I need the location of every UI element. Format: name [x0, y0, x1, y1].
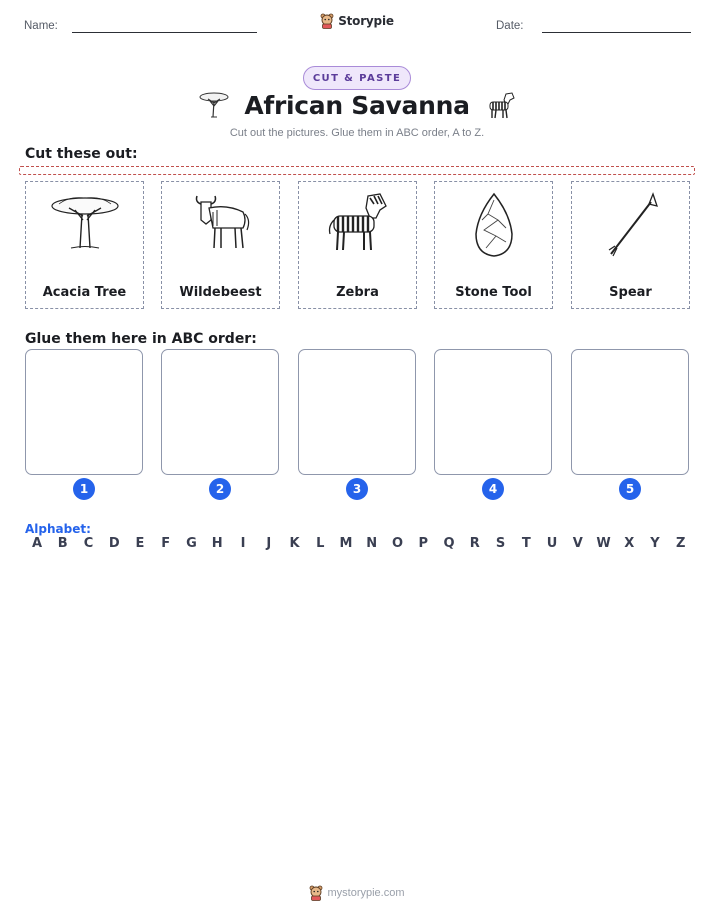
- zebra-icon: [484, 90, 516, 120]
- footer-url[interactable]: mystorypie.com: [327, 887, 405, 899]
- date-line[interactable]: [542, 32, 691, 33]
- alphabet-heading: Alphabet:: [25, 522, 91, 536]
- card-label: Zebra: [336, 285, 379, 300]
- alphabet-letter: B: [57, 536, 68, 551]
- glue-box-5[interactable]: [571, 349, 689, 475]
- glue-section-heading: Glue them here in ABC order:: [25, 331, 257, 347]
- alphabet-letter: P: [418, 536, 429, 551]
- instructions: Cut out the pictures. Glue them in ABC order, A to Z.: [229, 127, 485, 139]
- alphabet-letter: C: [83, 536, 94, 551]
- alphabet-letter: H: [211, 536, 223, 551]
- card-label: Acacia Tree: [42, 285, 127, 300]
- cutout-card-spear[interactable]: [571, 181, 690, 309]
- number-badge-3: 3: [346, 478, 368, 500]
- glue-box-4[interactable]: [434, 349, 552, 475]
- zebra-icon: [322, 190, 394, 254]
- alphabet-letter: M: [339, 536, 353, 551]
- page-title: African Savanna: [244, 90, 470, 120]
- alphabet-letter: X: [624, 536, 635, 551]
- cut-section-heading: Cut these out:: [25, 146, 138, 162]
- alphabet-letter: I: [240, 536, 246, 551]
- footer: [0, 885, 714, 901]
- alphabet-letter: W: [596, 536, 611, 551]
- alphabet-row: [28, 536, 690, 551]
- number-badge-2: 2: [209, 478, 231, 500]
- alphabet-letter: J: [266, 536, 272, 551]
- alphabet-letter: V: [572, 536, 583, 551]
- alphabet-letter: D: [108, 536, 120, 551]
- alphabet-letter: T: [521, 536, 531, 551]
- number-badge-1: 1: [73, 478, 95, 500]
- cutout-card-zebra[interactable]: [298, 181, 417, 309]
- activity-badge: CUT & PASTE: [303, 66, 411, 90]
- number-badge-4: 4: [482, 478, 504, 500]
- alphabet-letter: L: [316, 536, 325, 551]
- brand-logo: [0, 13, 714, 29]
- alphabet-letter: Y: [650, 536, 660, 551]
- name-label: Name:: [24, 20, 58, 32]
- glue-box-2[interactable]: [161, 349, 279, 475]
- date-label: Date:: [496, 20, 524, 32]
- storypie-mascot-icon: [309, 885, 323, 901]
- cutout-card-stone-tool[interactable]: [434, 181, 553, 309]
- wildebeest-icon: [185, 190, 257, 254]
- name-line[interactable]: [72, 32, 257, 33]
- card-label: Spear: [609, 285, 652, 300]
- alphabet-letter: S: [495, 536, 506, 551]
- alphabet-letter: U: [546, 536, 558, 551]
- alphabet-letter: R: [469, 536, 480, 551]
- acacia-tree-icon: [49, 190, 121, 254]
- stone-tool-icon: [458, 190, 530, 260]
- number-badge-5: 5: [619, 478, 641, 500]
- storypie-mascot-icon: [320, 13, 334, 29]
- alphabet-letter: G: [186, 536, 197, 551]
- alphabet-letter: F: [161, 536, 171, 551]
- cut-line[interactable]: [19, 166, 695, 175]
- spear-icon: [595, 190, 667, 260]
- acacia-tree-icon: [198, 91, 230, 119]
- glue-box-1[interactable]: [25, 349, 143, 475]
- cutout-card-acacia-tree[interactable]: [25, 181, 144, 309]
- alphabet-letter: K: [289, 536, 300, 551]
- alphabet-letter: E: [135, 536, 145, 551]
- cutout-card-wildebeest[interactable]: [161, 181, 280, 309]
- alphabet-letter: A: [31, 536, 43, 551]
- alphabet-letter: N: [366, 536, 378, 551]
- brand-name: Storypie: [338, 14, 394, 28]
- card-label: Stone Tool: [455, 285, 532, 300]
- glue-box-3[interactable]: [298, 349, 416, 475]
- alphabet-letter: Q: [443, 536, 455, 551]
- alphabet-letter: Z: [676, 536, 686, 551]
- alphabet-letter: O: [391, 536, 404, 551]
- card-label: Wildebeest: [179, 285, 262, 300]
